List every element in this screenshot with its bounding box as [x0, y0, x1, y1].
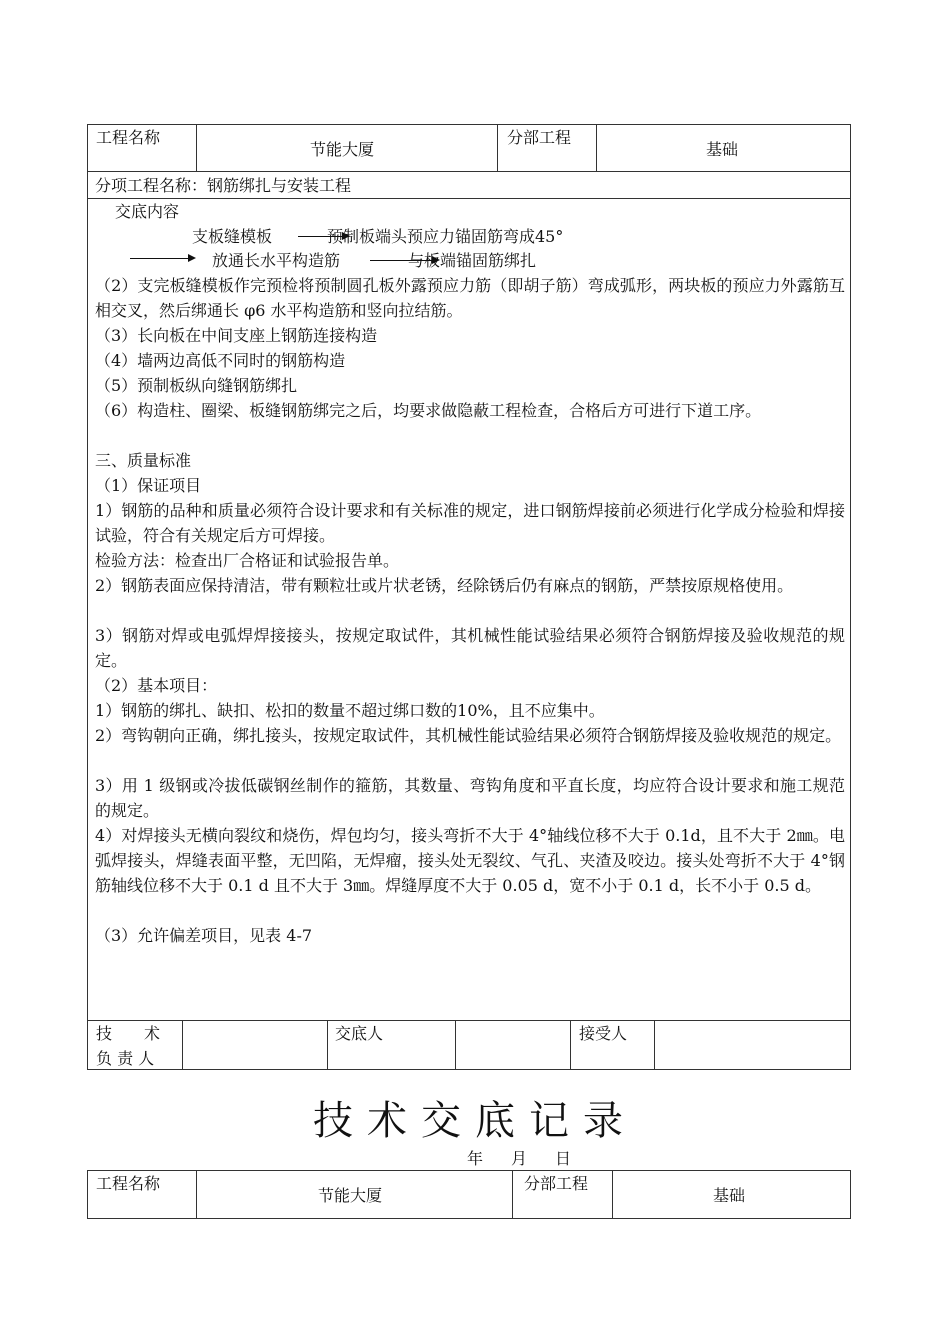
column-divider [455, 1020, 456, 1070]
paragraph: （5）预制板纵向缝钢筋绑扎 [95, 376, 298, 395]
flow-step-bend-anchor: 预制板端头预应力锚固筋弯成45° [327, 227, 564, 246]
subitem-project-name: 分项工程名称：钢筋绑扎与安装工程 [95, 176, 352, 195]
column-divider [327, 1020, 328, 1070]
column-divider [497, 124, 498, 171]
paragraph: （2）基本项目： [95, 676, 218, 695]
division-value: 基础 [706, 140, 739, 159]
paragraph: （1）保证项目 [95, 476, 202, 495]
flow-step-tie-anchor: 与板端锚固筋绑扎 [408, 251, 537, 270]
paragraph: 3）用 1 级钢或冷拔低碳钢丝制作的箍筋，其数量、弯钩角度和平直长度，均应符合设计要求和施工规范的规定。 [95, 776, 845, 820]
receiver-label: 接受人 [579, 1024, 628, 1043]
flow-step-horizontal-bar: 放通长水平构造筋 [212, 251, 341, 270]
paragraph: （6）构造柱、圈梁、板缝钢筋绑完之后，均要求做隐蔽工程检查，合格后方可进行下道工序。 [95, 401, 762, 420]
division-value: 基础 [713, 1186, 746, 1205]
column-divider [654, 1020, 655, 1070]
row-divider [87, 198, 851, 199]
column-divider [196, 1170, 197, 1219]
tech-lead-label: 负 责 人 [96, 1049, 155, 1068]
paragraph: 1）钢筋的绑扎、缺扣、松扣的数量不超过绑口数的10%，且不应集中。 [95, 701, 605, 720]
paragraph: 2）弯钩朝向正确，绑扎接头，按规定取试件，其机械性能试验结果必须符合钢筋焊接及验收规范的规定。 [95, 726, 842, 745]
presenter-label: 交底人 [335, 1024, 384, 1043]
flow-step-formwork: 支板缝模板 [192, 227, 273, 246]
project-name-label: 工程名称 [96, 128, 161, 147]
column-divider [182, 1020, 183, 1070]
paragraph: 2）钢筋表面应保持清洁，带有颗粒壮或片状老锈，经除锈后仍有麻点的钢筋，严禁按原规格使用。 [95, 576, 794, 595]
page-title: 技术交底记录 [313, 1098, 637, 1144]
project-name-value: 节能大厦 [318, 1186, 383, 1205]
project-name-label: 工程名称 [96, 1174, 161, 1193]
paragraph: 3）钢筋对焊或电弧焊焊接接头，按规定取试件，其机械性能试验结果必须符合钢筋焊接及验收规范的规定。 [95, 626, 845, 670]
column-divider [596, 124, 597, 171]
division-label: 分部工程 [524, 1174, 589, 1193]
paragraph: （3）允许偏差项目，见表 4-7 [95, 926, 313, 945]
section-heading: 三、质量标准 [95, 451, 192, 470]
column-divider [196, 124, 197, 171]
content-label: 交底内容 [115, 202, 180, 221]
column-divider [570, 1020, 571, 1070]
paragraph: （3）长向板在中间支座上钢筋连接构造 [95, 326, 378, 345]
row-divider [87, 1020, 851, 1021]
paragraph: 检验方法：检查出厂合格证和试验报告单。 [95, 551, 400, 570]
paragraph: （2）支完板缝模板作完预检将预制圆孔板外露预应力筋（即胡子筋）弯成弧形，两块板的预应力外露筋互相交叉，然后绑通长 φ6 水平构造筋和竖向拉结筋。 [95, 276, 845, 320]
project-name-value: 节能大厦 [310, 140, 375, 159]
paragraph: （4）墙两边高低不同时的钢筋构造 [95, 351, 346, 370]
flow-arrow-icon [130, 258, 194, 259]
tech-lead-label: 技 术 [96, 1024, 161, 1043]
row-divider [87, 171, 851, 172]
paragraph: 1）钢筋的品种和质量必须符合设计要求和有关标准的规定，进口钢筋焊接前必须进行化学成分检验和焊接试验，符合有关规定后方可焊接。 [95, 501, 845, 545]
column-divider [612, 1170, 613, 1219]
division-label: 分部工程 [507, 128, 572, 147]
date-line: 年 月 日 [467, 1149, 578, 1168]
paragraph: 4）对焊接头无横向裂纹和烧伤，焊包均匀，接头弯折不大于 4°轴线位移不大于 0.1d，且不大于 2㎜。电弧焊接头，焊缝表面平整，无凹陷，无焊瘤，接头处无裂纹、气孔、夹渣及咬边。接头处弯折不大于 4°钢筋轴线位移不大于 0.1 d 且不大于 3㎜。焊缝厚度不大于 0.05 d，宽不小于 0.1 d，长不小于 0.5 d。 [95, 826, 845, 895]
column-divider [512, 1170, 513, 1219]
